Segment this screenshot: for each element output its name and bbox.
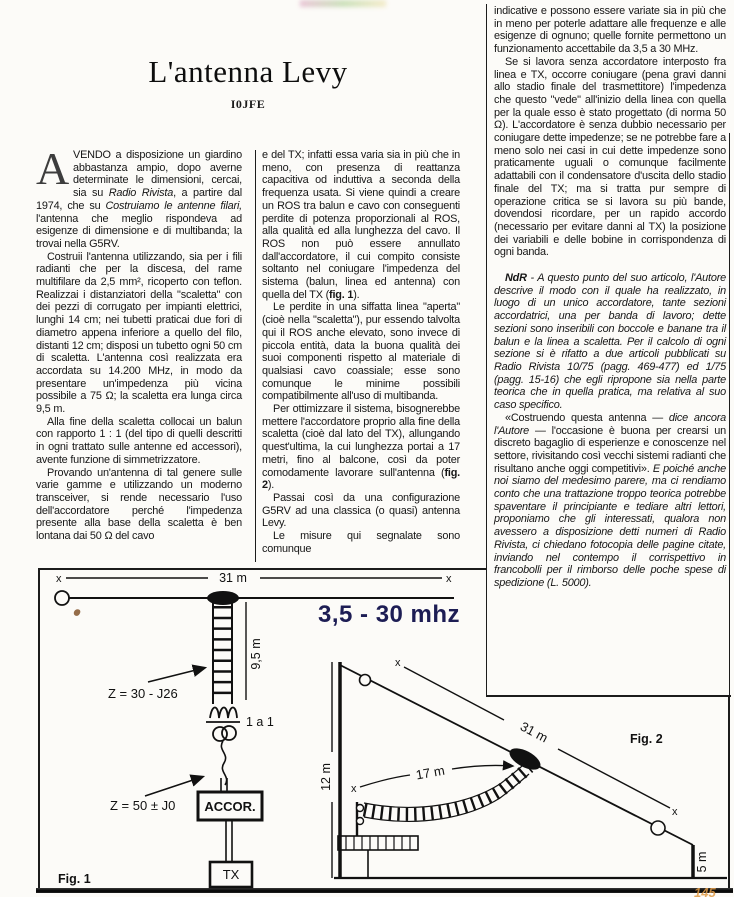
text-run: Radio Rivista — [108, 187, 174, 200]
fig1-z-line-label: Z = 50 ± J0 — [110, 798, 176, 813]
paragraph — [36, 467, 242, 543]
page-title: L'antenna Levy — [148, 54, 348, 89]
text-column-1 — [36, 143, 243, 543]
fig2-insulator-bottom — [651, 821, 665, 835]
fig2-wire-end-marker: x — [672, 806, 678, 818]
text-run: Per ottimizzare il sistema, bisognerebbe mettere l'accordatore proprio alla fine della scaletta (cioè dal lato del TX), allungando quest'ultima, la cui lunghezza portai a 17 metri, fino al balcone, così da poter comodamente lavorare sull'antenna ( — [262, 403, 460, 479]
fig1-left-marker: x — [56, 573, 62, 585]
text-run: Costruiamo le antenne filari, — [105, 199, 242, 212]
text-column-2 — [262, 149, 460, 556]
fig1-right-marker: x — [446, 573, 452, 585]
paragraph — [494, 272, 726, 412]
fig2-ladder-length-label: 17 m — [414, 762, 446, 783]
fig2-wire-start-marker: x — [395, 657, 401, 669]
author-callsign: I0JFE — [230, 97, 266, 111]
text-run: Le misure qui segnalate sono comunque — [262, 530, 460, 555]
fig1-balun-ratio-label: 1 a 1 — [246, 715, 274, 729]
fig1-tx-label: TX — [222, 867, 240, 882]
paragraph — [36, 143, 243, 251]
text-run: Le perdite in una siffatta linea "aperta" (cioè nella "scaletta"), pur essendo talvolta qui il ROS anche elevato, sono invece di piccola entità, data la buona qualità dei suoi componenti rispetto al materiale di qualsiasi cavo coassiale; esse sono comunque le minime possibili compatibilmente all'uso di multibanda. — [262, 301, 460, 403]
page-number-fragment: 145 — [694, 885, 716, 897]
scan-smudge — [300, 0, 386, 7]
paragraph — [494, 5, 726, 56]
fig2-ladder-marker: x — [351, 783, 357, 795]
fig2-wire-length-label: 31 m — [517, 718, 551, 746]
paragraph — [36, 251, 242, 416]
text-run: fig. 1 — [329, 288, 354, 301]
paragraph — [262, 403, 460, 492]
paragraph — [262, 149, 460, 301]
fig1-tuner-label: ACCOR. — [204, 799, 256, 814]
frequency-range-banner: 3,5 - 30 mhz — [318, 601, 461, 628]
text-run: Passai così da una configurazione G5RV ad una classica (o quasi) antenna Levy. — [262, 491, 460, 530]
paragraph — [494, 412, 726, 590]
text-run: , a partire dal 1974, che su — [36, 187, 243, 212]
figure-2-installation-diagram — [318, 640, 731, 890]
fig1-ladder-height-label: 9,5 m — [249, 638, 263, 670]
column-rule-1-2 — [255, 150, 256, 562]
fig1-feedpoint — [207, 591, 239, 605]
text-run: «Costruendo questa antenna — — [505, 411, 669, 424]
paragraph — [494, 56, 726, 259]
right-edge-rule — [729, 133, 730, 695]
text-run: e del TX; infatti essa varia sia in più che in meno, con presenza di reattanza capacitiva od induttiva a seconda della frequenza usata. Si viene quindi a creare un ROS tra balun e cavo con conseguenti perdite di potenza proporzionali al ROS, alla qualità ed alla lunghezza del cavo. Il ROS non può essere annullato dall'accordatore, il cui compito consiste soltanto nel coniugare l'impedenza del sistema (balun, linea ed antenna) con quella del TX ( — [262, 149, 460, 301]
text-run: E poiché anche noi siamo del medesimo parere, ma ci rendiamo conto che una trattazione troppo teorica potrebbe spaventare il principiante e tediare altri lettori, proponiamo che gli interessati, qualora non avessero a disposizione detti numeri di Radio Rivista, ci chiedano fotocopia delle pagine citate, inviando nel contempo il corrispettivo in francobolli per il rimborso delle poche spese di spedizione (L. 5000). — [494, 462, 726, 589]
text-run: - A questo punto del suo articolo, l'Autore descrive il modo con il quale ha realizzato, in luogo di un unico accordatore, tante sezioni accordatrici, una per banda di lavoro; dette sezioni sono inseribili con boccole e banane tra il balun e la linea a scaletta. Per il calcolo di ogni sezione si è rifatto a due articoli pubblicati su Radio Rivista 10/75 (pagg. 469-477) ed 1/75 (pagg. 15-16) che egli ripropone sia nella parte teorica che in quella pratica, ma relativa al suo caso specifico. — [494, 272, 726, 412]
text-run: ). — [353, 288, 360, 301]
drop-cap: A — [36, 143, 70, 194]
text-run: Se si lavora senza accordatore interposto fra linea e TX, occorre coniugare (pena gravi danni allo stadio finale del trasmettitore) l'impedenza che questo "vede" all'inizio della linea con quella per la quale esso è stato progettato (di norma 50 Ω). L'accordatore è senza dubbio necessario per coniugare dette impedenze; se ne potrebbe fare a meno solo nei casi in cui dette impedenze sono praticamente uguali o comunque facilmente adattabili con il condensatore d'uscita dello stadio finale del TX; ma si tratta pur sempre di operazione critica se si lavora su più bande, dovendosi ricordare, per un rapido accordo (necessario per evitare danni al TX) la posizione dei variabili e delle bobine in corrispondenza di ogni banda. — [494, 55, 726, 259]
paragraph — [262, 301, 460, 403]
text-run: l'antenna che meglio rispondeva ad esigenze di dimensione e di multibanda; la trovai nella G5RV. — [36, 212, 242, 250]
paragraph — [262, 530, 460, 555]
text-run: — l'occasione è buona per crearsi un discreto bagaglio di esperienze e conoscenze nel settore, rivisitando così vecchi sistemi radianti che risultano anche oggi competitivi». — [494, 424, 726, 475]
fig2-ladder-rungs — [364, 767, 529, 814]
text-run: Costruii l'antenna utilizzando, sia per i fili radianti che per la discesa, del rame multifilare da 2,5 mm², ricoperto con teflon. Realizzai i distanziatori della "scaletta" con dei pezzi di corrugato per impianti elettrici, lunghi 14 cm; nei tubetti praticai due fori di diametro appena inferiore a quello del filo, distanti 12 cm; disposi un tubetto ogni 50 cm di scaletta. L'antenna così realizzata era accordata su 14.200 MHz, in modo da presentare un'impedenza più vicina possibile a 75 Ω; la scaletta era lunga circa 9,5 m. — [36, 250, 242, 416]
text-run: VENDO a disposizione un giardino abbastanza ampio, dopo averne determinate le dimensioni, cercai, sia su — [73, 149, 242, 200]
text-column-3 — [494, 5, 726, 590]
text-run: NdR — [505, 272, 527, 285]
text-run: Alla fine della scaletta collocai un balun con rapporto 1 : 1 (del tipo di quelli descritti in ogni trattato sulle antenne ed accessori), avente funzione di simmetrizzatore. — [36, 415, 242, 466]
text-run: ). — [267, 479, 275, 492]
fig2-insulator-top — [360, 675, 371, 686]
column-rule-2-3 — [486, 4, 487, 696]
fig2-mast-height-label: 12 m — [319, 763, 333, 791]
fig1-span-label: 31 m — [219, 571, 247, 585]
fig1-insulator-icon — [55, 591, 69, 605]
fig2-caption: Fig. 2 — [630, 732, 663, 746]
text-run: dice ancora l'Autore — [494, 411, 727, 437]
fig1-z-ladder-label: Z = 30 - J26 — [108, 686, 178, 701]
text-run: indicative e possono essere variate sia in più che in meno per poterle adattare alle frequenze e alle esigenze di ognuno; quelle fornite permettono un funzionamento accettabile da 3,5 a 30 MHz. — [494, 5, 726, 56]
fig2-pole-height-label: 5 m — [695, 851, 709, 873]
text-run: Provando un'antenna di tal genere sulle varie gamme e utilizzando un moderno transceiver, si rende necessario l'uso dell'accordatore perché l'impedenza presente alla base della scaletta è ben lontana dai 50 Ω del cavo — [36, 466, 242, 543]
text-run: fig. 2 — [262, 466, 460, 492]
paragraph — [36, 416, 242, 467]
fig2-feedpoint — [506, 744, 544, 774]
fig1-caption: Fig. 1 — [58, 872, 91, 886]
paragraph — [262, 492, 460, 530]
